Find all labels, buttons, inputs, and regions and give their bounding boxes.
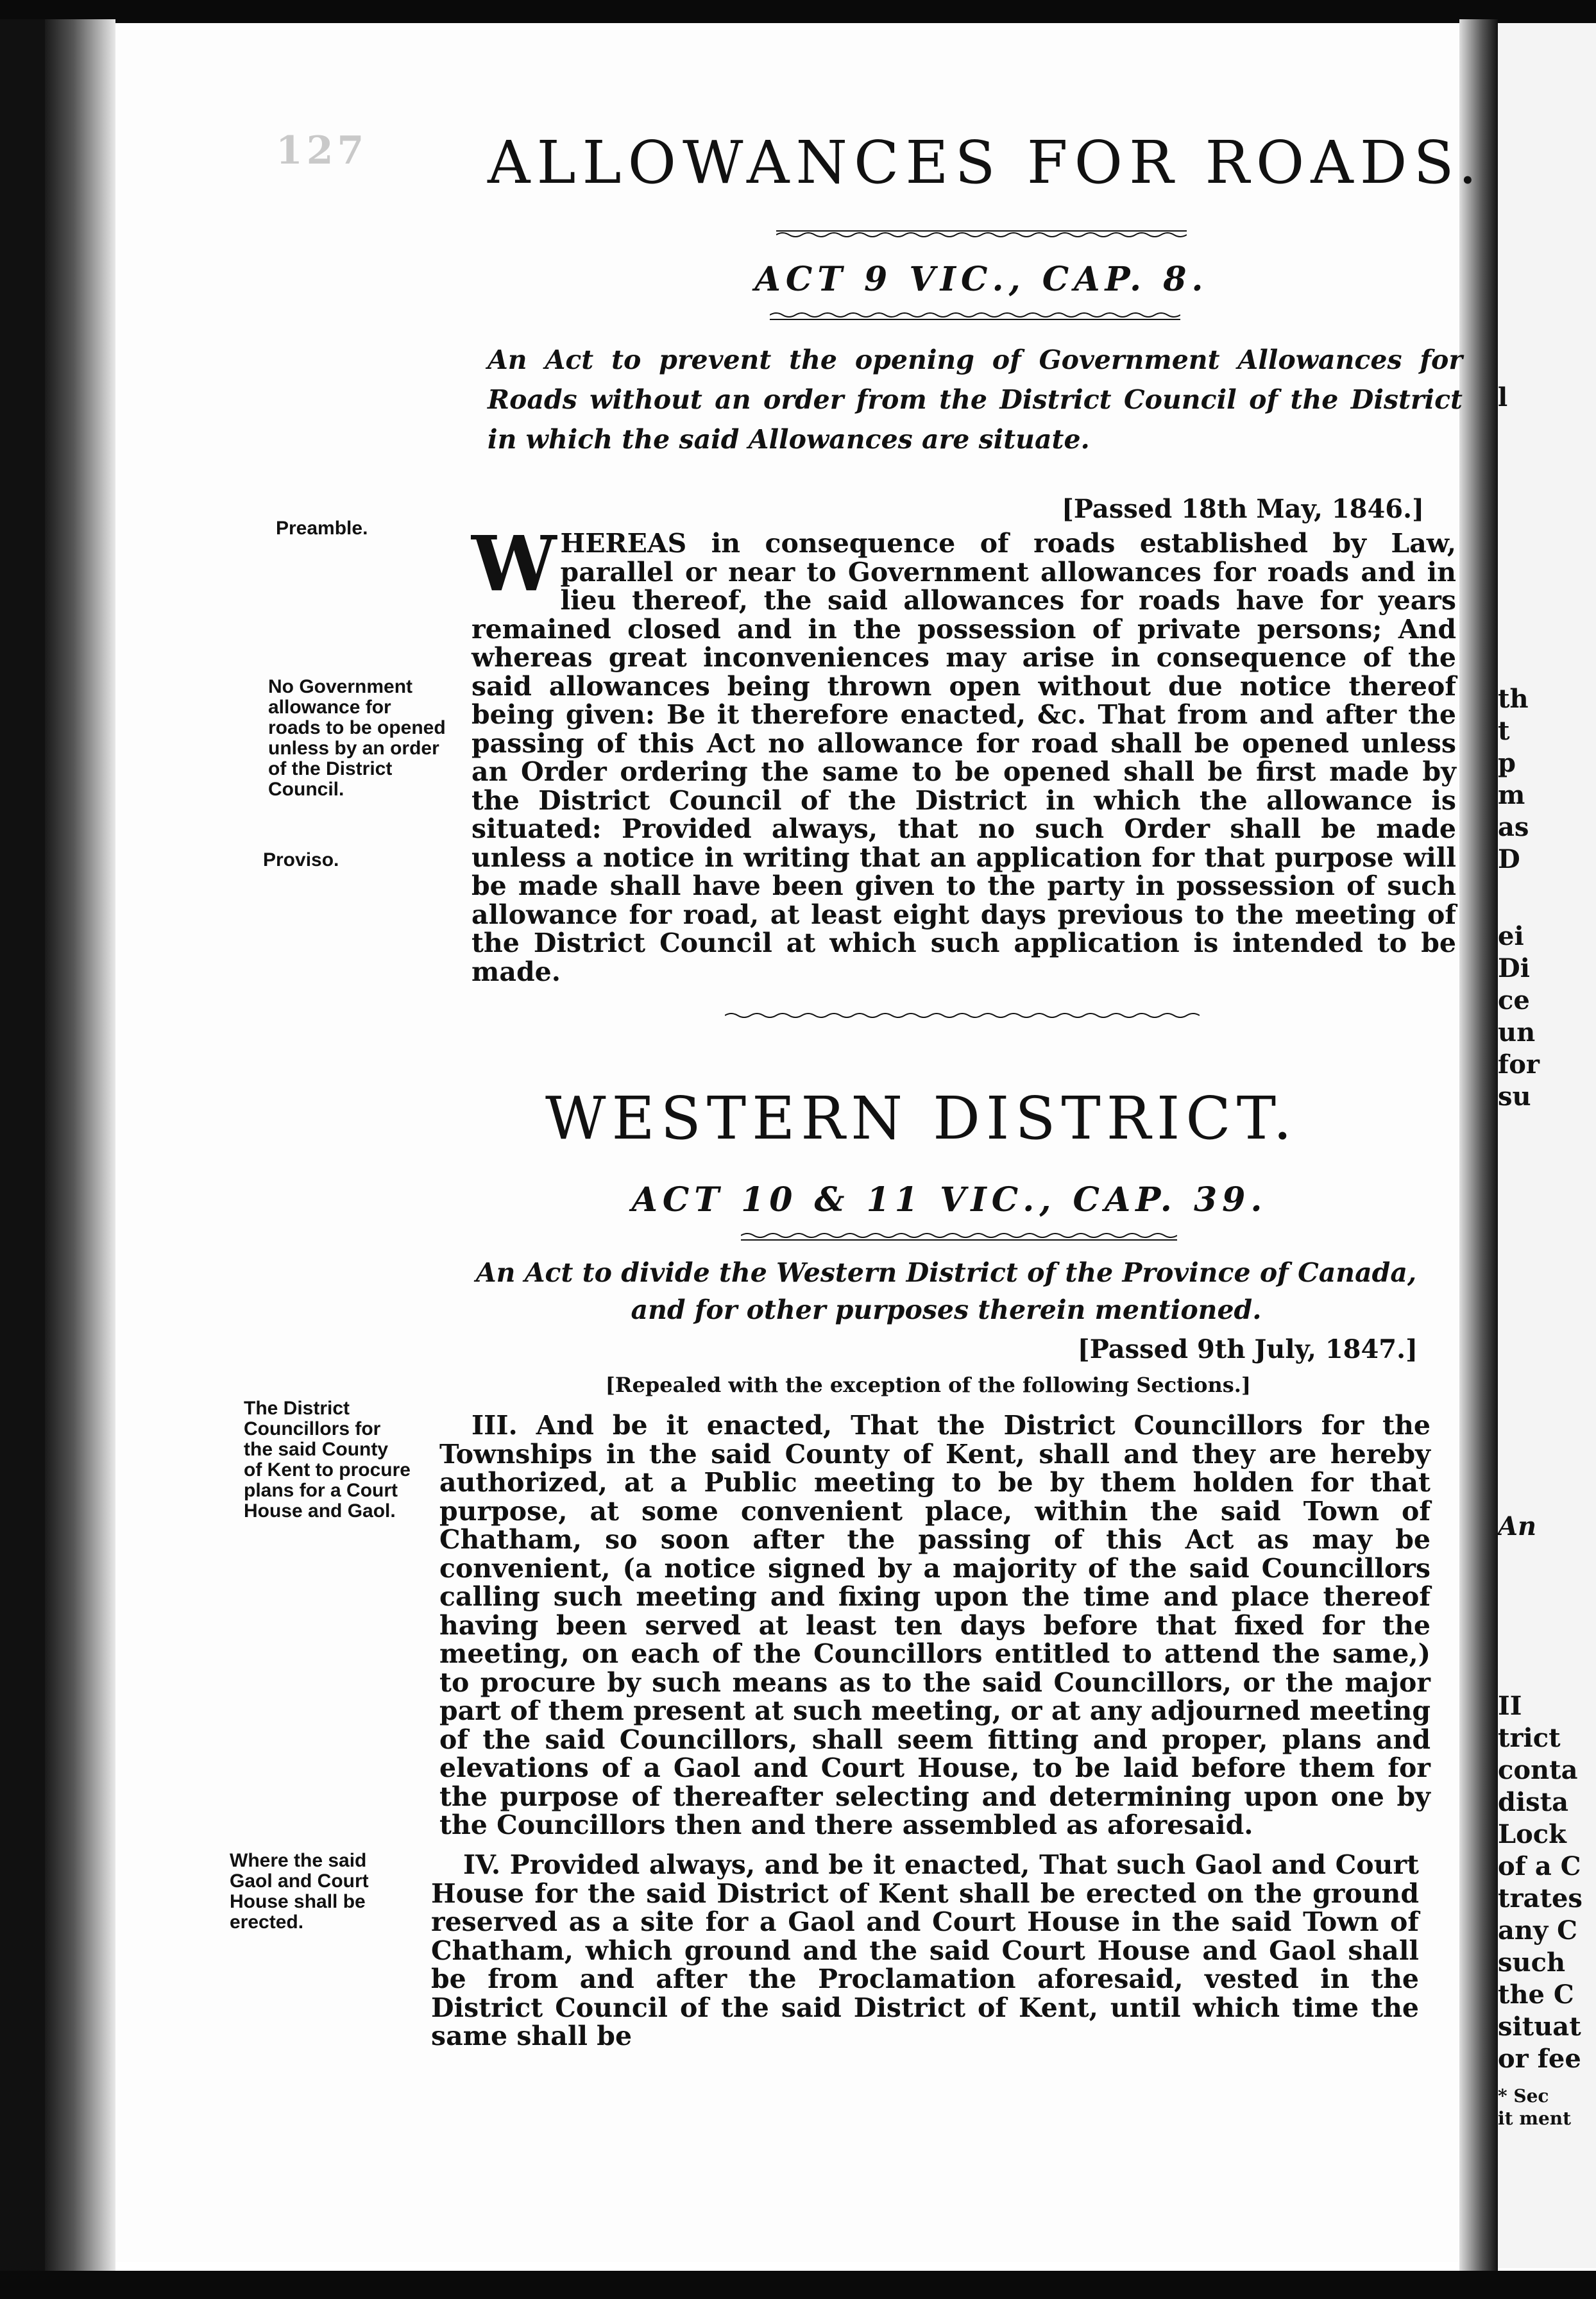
facing-page-text: as	[1498, 812, 1529, 842]
right-gutter-shadow	[1459, 19, 1498, 2277]
repeal-note: [Repealed with the exception of the following Sections.]	[605, 1373, 1251, 1397]
act-body	[471, 519, 1456, 987]
passed-date: [Passed 9th July, 1847.]	[1077, 1334, 1418, 1364]
facing-page-text: any C	[1498, 1915, 1578, 1946]
facing-page-text: un	[1498, 1017, 1536, 1048]
facing-page-text: * Sec	[1498, 2085, 1549, 2107]
wavy-rule	[770, 311, 1180, 321]
section-iv: IV. Provided always, and be it enacted, That such Gaol and Court House for the said District of Kent shall be erected on the ground reserved as a site for a Gaol and Court House in the said Town of Chatham, which ground and the said Court House and Gaol shall be from and after the Proclamation aforesaid, vested in the District Council of the said District of Kent, until which time the same shall be	[431, 1849, 1419, 2051]
facing-page-text: su	[1498, 1082, 1531, 1112]
facing-page-text: the C	[1498, 1980, 1574, 2010]
wavy-rule	[741, 1232, 1177, 1242]
facing-page-text: m	[1498, 780, 1525, 810]
margin-note-councillors: The District Councillors for the said County of Kent to procure plans for a Court House and Gaol.	[244, 1398, 411, 1522]
facing-page-text: D	[1498, 844, 1520, 874]
drop-cap: W	[471, 519, 557, 608]
facing-page-text: dista	[1498, 1787, 1569, 1817]
facing-page-text: p	[1498, 748, 1516, 778]
facing-page-text: II	[1498, 1691, 1522, 1721]
facing-page-text: or fee	[1498, 2044, 1581, 2074]
facing-page-text: conta	[1498, 1755, 1578, 1785]
facing-page-text: ce	[1498, 985, 1530, 1015]
book-spine	[0, 19, 45, 2284]
facing-page-text: th	[1498, 684, 1529, 714]
margin-note-where: Where the said Gaol and Court House shall be erected.	[230, 1850, 369, 1933]
page-title: ALLOWANCES FOR ROADS.	[488, 128, 1484, 197]
margin-note-preamble: Preamble.	[276, 518, 368, 539]
facing-page-text: such	[1498, 1947, 1566, 1978]
facing-page-text: An	[1498, 1511, 1537, 1541]
facing-page-text: t	[1498, 716, 1510, 746]
facing-page-text: situat	[1498, 2012, 1581, 2042]
act-title: An Act to divide the Western District of the Province of Canada, and for other purposes therein mentioned.	[475, 1257, 1417, 1325]
facing-page-text: of a C	[1498, 1851, 1581, 1881]
act-heading: ACT 10 & 11 VIC., CAP. 39.	[631, 1180, 1268, 1219]
facing-page-text: trict	[1498, 1723, 1561, 1753]
section-iii: III. And be it enacted, That the District Councillors for the Townships in the said County of Kent, shall and they are hereby authorized, at a Public meeting to be by them holden for that purpose, at some convenient place, within the said Town of Chatham, so soon after the passing of this Act as may be convenient, (a notice signed by a majority of the said Councillors calling such meeting and fixing upon the time and place thereof having been served at least ten days before that fixed for the meeting, on each of the Councillors entitled to attend the same,) to procure by such means as to the said Councillors, or the major part of them present at such meeting, or at any adjourned meeting of the said Councillors, shall seem fitting and proper, plans and elevations of a Gaol and Court House, to be laid before them for the purpose of thereafter selecting and determining upon one by the Councillors then and there assembled as aforesaid.	[439, 1410, 1430, 1840]
act-heading: ACT 9 VIC., CAP. 8.	[754, 260, 1209, 299]
facing-page-text: trates	[1498, 1883, 1583, 1913]
facing-page-text: ei	[1498, 921, 1524, 951]
act-title: An Act to prevent the opening of Government Allowances for Roads without an order from the District Council of the District in which the said Allowances are situate.	[488, 344, 1463, 455]
facing-page-text: for	[1498, 1049, 1540, 1080]
facing-page-text: Di	[1498, 953, 1530, 983]
facing-page-text: it ment	[1498, 2108, 1572, 2129]
scan-border-bottom	[0, 2271, 1596, 2299]
passed-date: [Passed 18th May, 1846.]	[1061, 494, 1424, 524]
facing-page-text: Lock	[1498, 1819, 1566, 1849]
bleed-through-page-number: 127	[276, 128, 368, 173]
wavy-rule	[776, 228, 1187, 238]
page-gutter-shadow	[45, 19, 115, 2277]
wavy-rule	[725, 1010, 1200, 1021]
facing-page-text: l	[1498, 382, 1508, 412]
act-body-text: HEREAS in consequence of roads established by Law, parallel or near to Government allowances for roads and in lieu thereof, the said allowances for roads have for years remained closed and in the possession of private persons; And whereas great inconveniences may arise in consequence of the said allowances being thrown open without due notice thereof being given: Be it therefore enacted, &c. That from and after the passing of this Act no allowance for road shall be opened unless an Order ordering the same to be opened shall be first made by the District Council of the District in which the allowance is situated: Provided always, that no such Order shall be made unless a notice in writing that an application for that purpose will be made shall have been given to the party in possession of such allowance for road, at least eight days previous to the meeting of the District Council at which such application is intended to be made.	[471, 528, 1456, 987]
margin-note-proviso: Proviso.	[263, 849, 339, 870]
section-heading: WESTERN DISTRICT.	[545, 1084, 1298, 1153]
margin-note-no-government: No Government allowance for roads to be opened unless by an order of the District Council.	[268, 676, 446, 800]
facing-page-fragment	[1498, 23, 1596, 2268]
scan-border-top	[0, 0, 1596, 23]
